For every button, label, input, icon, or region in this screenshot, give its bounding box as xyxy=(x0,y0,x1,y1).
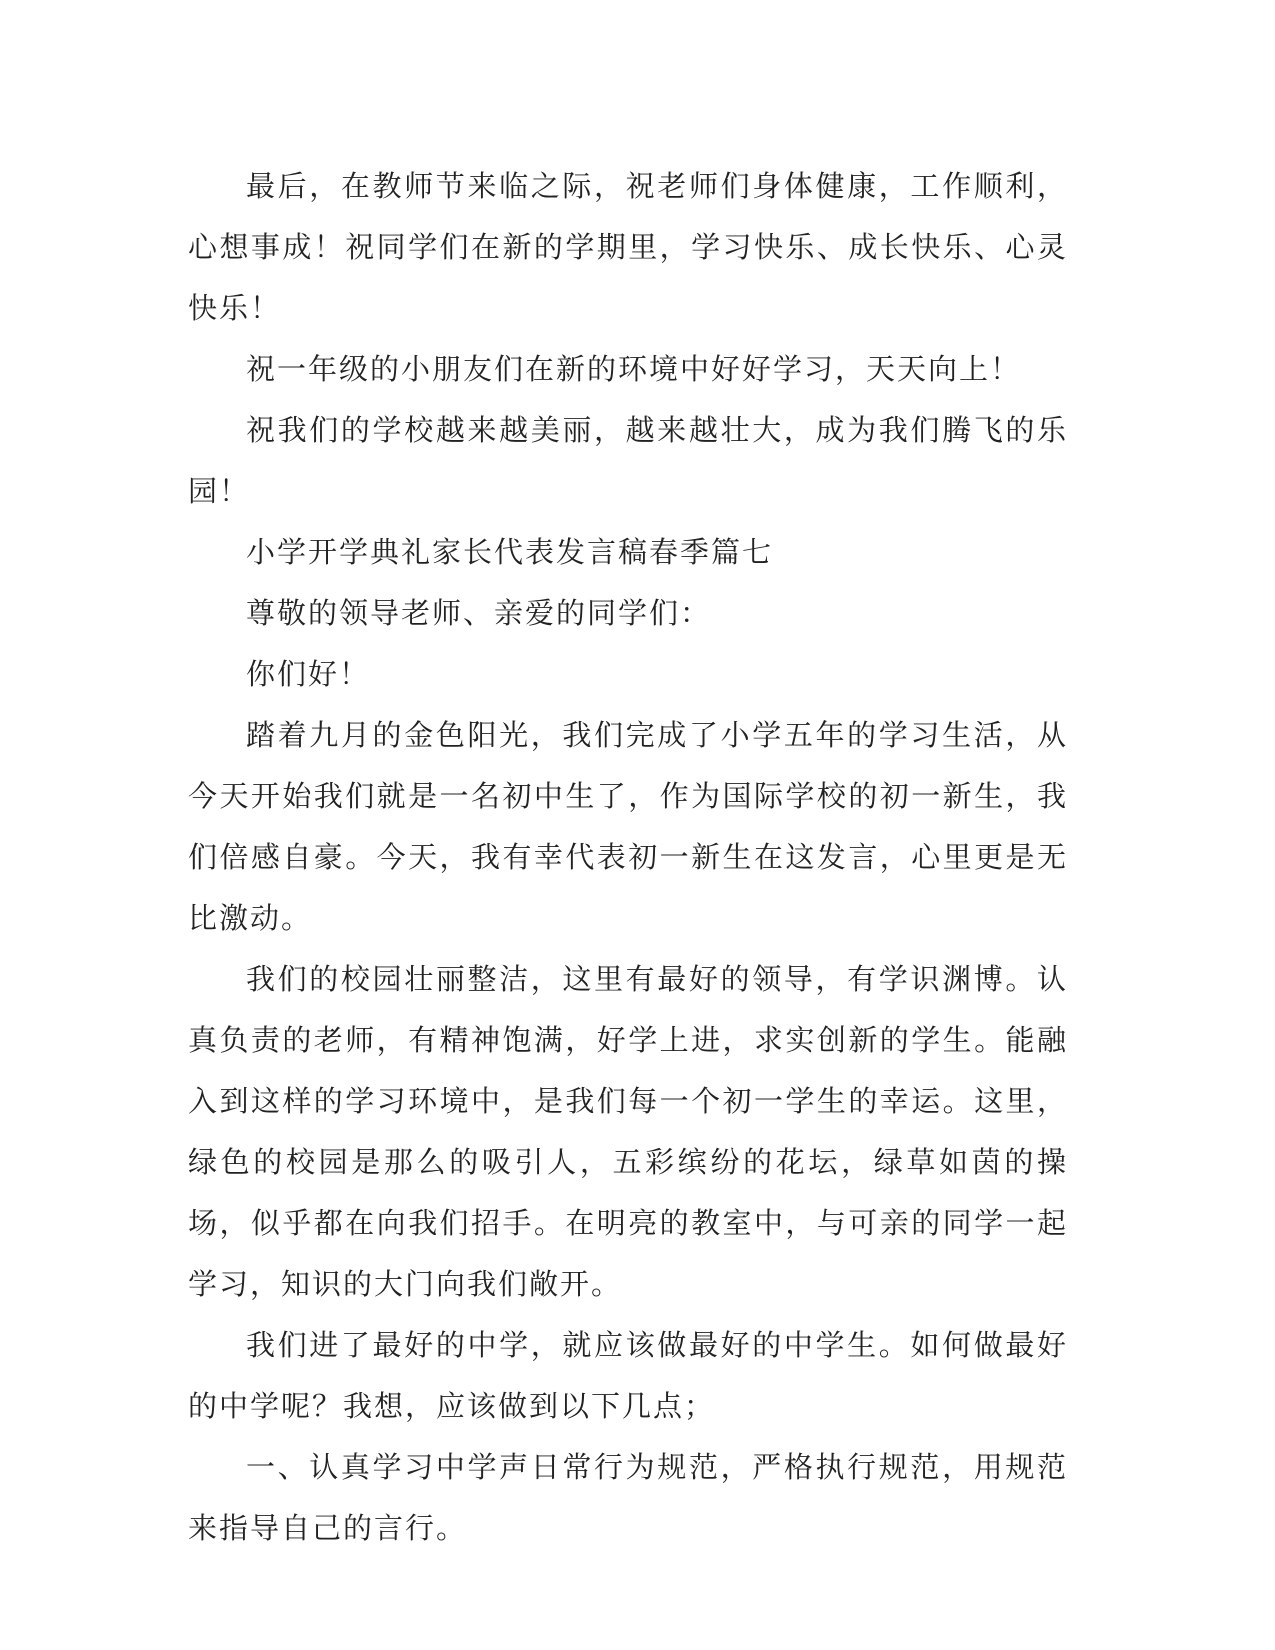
section-title: 小学开学典礼家长代表发言稿春季篇七 xyxy=(246,535,774,569)
body-paragraph-2: 我们的校园壮丽整洁，这里有最好的领导，有学识渊博。认真负责的老师，有精神饱满，好学上进，求实创新的学生。能融入到这样的学习环境中，是我们每一个初一学生的幸运。这里，绿色的校园是那么的吸引人，五彩缤纷的花坛，绿草如茵的操场，似乎都在向我们招手。在明亮的教室中，与可亲的同学一起学习，知识的大门向我们敞开。 xyxy=(188,962,1068,1301)
body-paragraph-1: 踏着九月的金色阳光，我们完成了小学五年的学习生活，从今天开始我们就是一名初中生了，作为国际学校的初一新生，我们倍感自豪。今天，我有幸代表初一新生在这发言，心里更是无比激动。 xyxy=(188,718,1068,935)
greeting: 你们好！ xyxy=(246,657,371,691)
body-paragraph-3: 我们进了最好的中学，就应该做最好的中学生。如何做最好的中学呢？我想，应该做到以下几点； xyxy=(188,1328,1068,1423)
body-paragraph-4: 一、认真学习中学声日常行为规范，严格执行规范，用规范来指导自己的言行。 xyxy=(188,1450,1068,1545)
closing-paragraph-first-graders: 祝一年级的小朋友们在新的环境中好好学习，天天向上！ xyxy=(246,352,1022,386)
document-content xyxy=(188,156,1068,1559)
salutation: 尊敬的领导老师、亲爱的同学们： xyxy=(246,596,712,630)
closing-paragraph-school: 祝我们的学校越来越美丽，越来越壮大，成为我们腾飞的乐园！ xyxy=(188,413,1068,508)
closing-paragraph-wishes: 最后，在教师节来临之际，祝老师们身体健康，工作顺利，心想事成！祝同学们在新的学期里，学习快乐、成长快乐、心灵快乐！ xyxy=(188,169,1068,325)
